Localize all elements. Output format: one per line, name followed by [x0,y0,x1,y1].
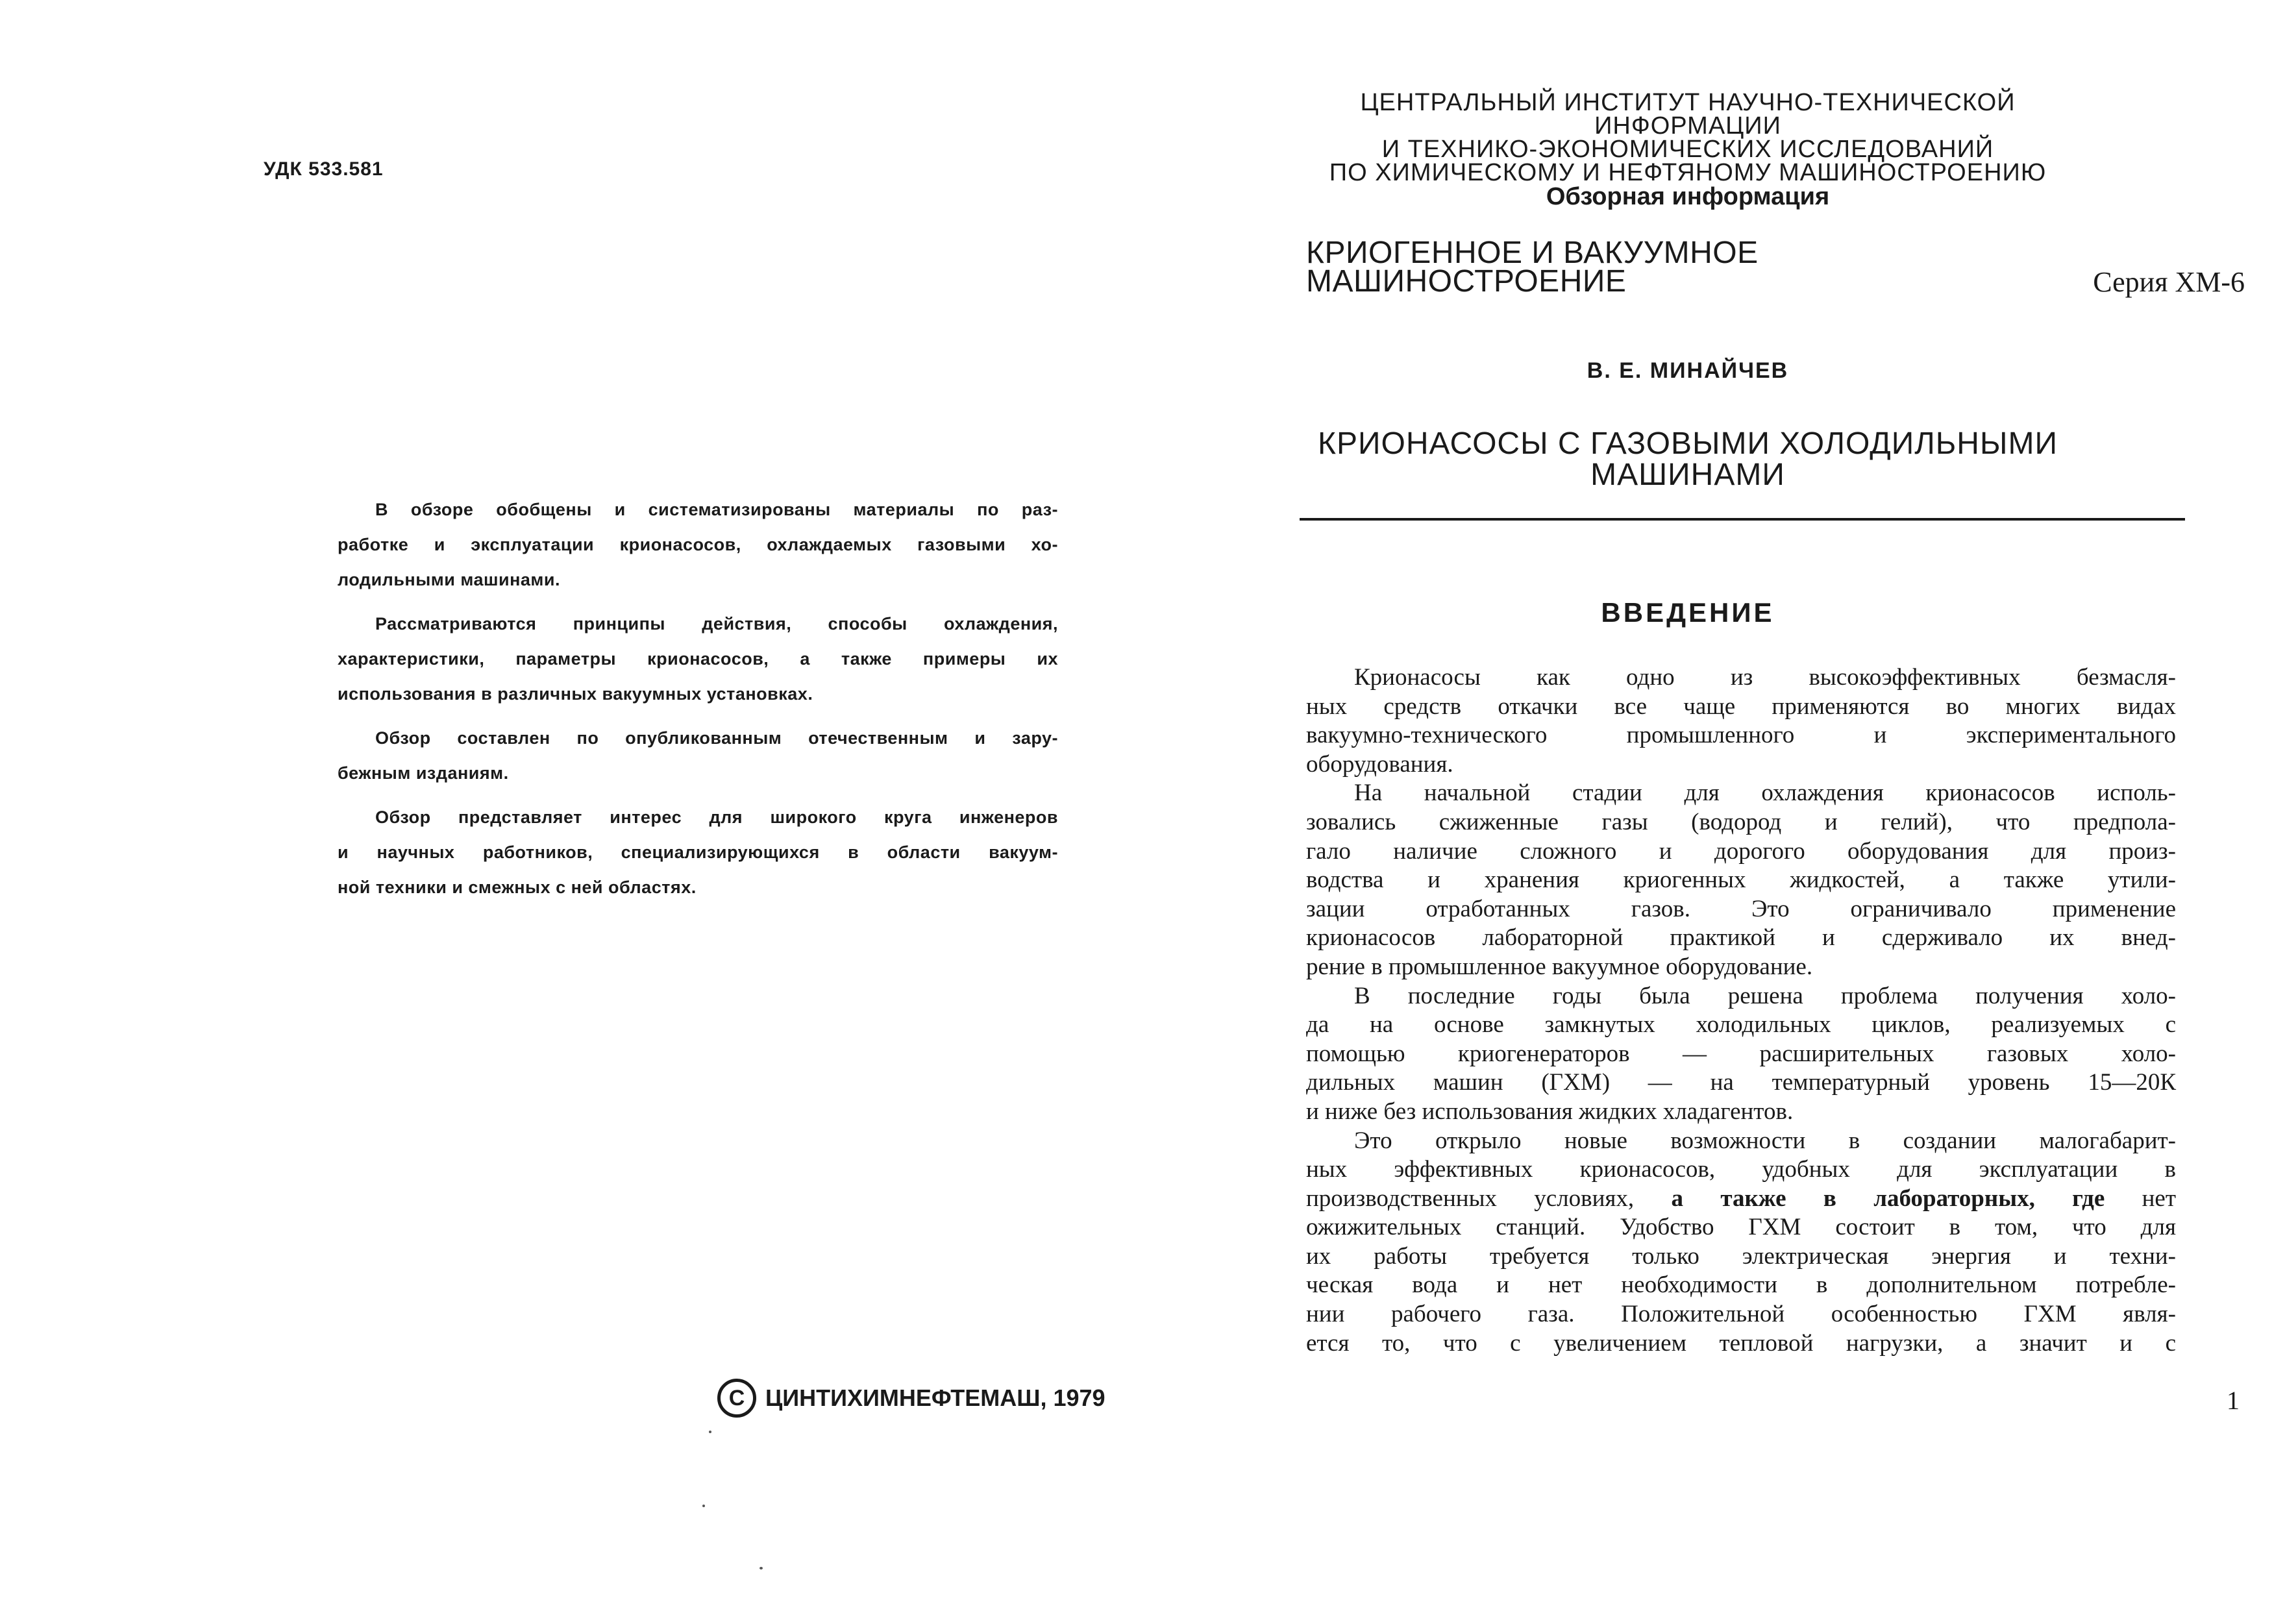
body-line: и ниже без использования жидких хладагентов. [1306,1098,1794,1125]
body-line: ных средств откачки все чаще применяются во многих видах [1306,693,2176,720]
left-page [0,0,1142,1624]
abstract-line: использования в различных вакуумных установках. [338,684,813,704]
scan-speck [709,1431,711,1433]
series-title-line: КРИОГЕННОЕ И ВАКУУМНОЕ [1306,236,1759,270]
body-line: ных эффективных крионасосов, удобных для эксплуатации в [1306,1156,2176,1183]
body-line: гало наличие сложного и дорогого оборудования для произ- [1306,837,2176,865]
body-text-bold-run: а также в лабораторных, где [1671,1185,2105,1212]
title-divider [1300,518,2185,521]
body-line: дильных машин (ГХМ) — на температурный уровень 15—20К [1306,1069,2176,1096]
copyright-icon: C [717,1379,756,1418]
body-line: крионасосов лабораторной практикой и сдерживало их внед- [1306,924,2176,952]
book-title-line: МАШИНАМИ [1590,458,1785,492]
body-line: оборудования. [1306,750,1453,778]
body-line: их работы требуется только электрическая энергия и техни- [1306,1242,2176,1270]
abstract-line: Рассматриваются принципы действия, способы охлаждения, [375,614,1058,634]
body-line: ожижительных станций. Удобство ГХМ состоит в том, что для [1306,1214,2176,1241]
abstract-line: бежным изданиям. [338,763,509,783]
abstract-line: Обзор представляет интерес для широкого круга инженеров [375,807,1058,827]
abstract-line: работке и эксплуатации крионасосов, охлаждаемых газовыми хо- [338,535,1058,554]
abstract-line: В обзоре обобщены и систематизированы материалы по раз- [375,500,1058,519]
institute-line: ЦЕНТРАЛЬНЫЙ ИНСТИТУТ НАУЧНО-ТЕХНИЧЕСКОЙ ИНФОРМАЦИИ [1360,89,2016,140]
right-page [1142,0,2285,1624]
abstract-line: ной техники и смежных с ней областях. [338,878,697,897]
copyright-notice [717,1379,1105,1418]
body-line: водства и хранения криогенных жидкостей, а также утили- [1306,867,2176,894]
scan-speck [702,1505,705,1507]
copyright-text: ЦИНТИХИМНЕФТЕМАШ, 1979 [765,1384,1105,1411]
scan-speck [760,1567,763,1569]
body-text-run: нет [2142,1185,2177,1212]
section-heading: ВВЕДЕНИЕ [1601,597,1775,628]
abstract-line: лодильными машинами. [338,570,560,589]
body-line: На начальной стадии для охлаждения крионасосов исполь- [1354,780,2176,807]
body-line: Крионасосы как одно из высокоэффективных безмасля- [1354,664,2176,691]
book-title [1298,428,2077,491]
body-line: рение в промышленное вакуумное оборудование. [1306,953,1813,980]
body-line: нии рабочего газа. Положительной особенностью ГХМ явля- [1306,1301,2176,1328]
body-line: помощью криогенераторов — расширительных газовых холо- [1306,1040,2176,1067]
institute-line: И ТЕХНИКО-ЭКОНОМИЧЕСКИХ ИССЛЕДОВАНИЙ [1381,136,1994,163]
body-line: зовались сжиженные газы (водород и гелий), что предпола- [1306,808,2176,835]
series-title [1306,236,1759,299]
institute-header [1298,91,2077,184]
body-line: зации отработанных газов. Это ограничивало применение [1306,895,2176,922]
body-line-mixed [1306,1185,2176,1214]
body-line: В последние годы была решена проблема получения холо- [1354,982,2176,1009]
book-title-line: КРИОНАСОСЫ С ГАЗОВЫМИ ХОЛОДИЛЬНЫМИ [1318,426,2058,461]
abstract-line: и научных работников, специализирующихся в области вакуум- [338,843,1058,862]
udk-code: УДК 533.581 [264,158,384,180]
body-line: Это открыло новые возможности в создании малогабарит- [1354,1127,2176,1154]
page-number: 1 [2227,1386,2240,1415]
abstract-line: характеристики, параметры крионасосов, а также примеры их [338,649,1058,669]
series-title-line: МАШИНОСТРОЕНИЕ [1306,264,1627,299]
series-code: Серия ХМ-6 [2093,266,2245,298]
author-name: В. Е. МИНАЙЧЕВ [1587,358,1789,383]
abstract [338,492,1058,905]
body-text-run: производственных условиях, [1306,1185,1635,1212]
institute-line: ПО ХИМИЧЕСКОМУ И НЕФТЯНОМУ МАШИНОСТРОЕНИЮ [1329,159,2047,186]
body-line: да на основе замкнутых холодильных циклов, реализуемых с [1306,1011,2176,1039]
body-line: ется то, что с увеличением тепловой нагрузки, а значит и с [1306,1329,2176,1357]
abstract-line: Обзор составлен по опубликованным отечественным и зару- [375,728,1058,748]
body-line: ческая вода и нет необходимости в дополнительном потребле- [1306,1272,2176,1299]
body-text [1306,663,2176,1358]
review-type: Обзорная информация [1546,183,1830,210]
body-line: вакуумно-технического промышленного и экспериментального [1306,722,2176,749]
